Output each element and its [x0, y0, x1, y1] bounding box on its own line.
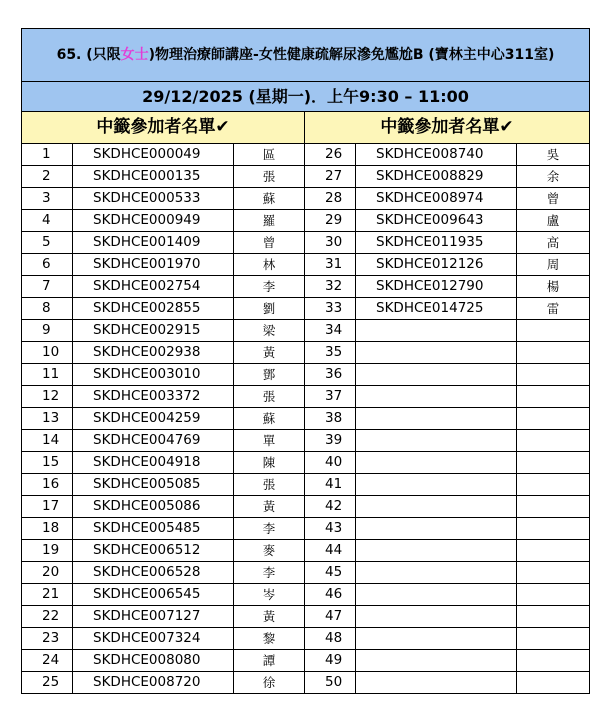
- participant-surname: 黃: [234, 606, 305, 628]
- participant-code: SKDHCE006545: [73, 584, 234, 606]
- table-row: [22, 276, 590, 298]
- participant-code: [356, 408, 517, 430]
- table-row: [22, 430, 590, 452]
- session-datetime: 29/12/2025 (星期一)．上午9:30 – 11:00: [22, 82, 590, 112]
- table-row: [22, 342, 590, 364]
- winners-table: [21, 28, 590, 694]
- row-number: 41: [305, 474, 356, 496]
- row-number: 23: [22, 628, 73, 650]
- participant-surname: [517, 474, 590, 496]
- participant-code: SKDHCE004918: [73, 452, 234, 474]
- participant-code: SKDHCE004769: [73, 430, 234, 452]
- participant-code: SKDHCE000135: [73, 166, 234, 188]
- participant-code: [356, 452, 517, 474]
- participant-surname: [517, 320, 590, 342]
- table-row: [22, 672, 590, 694]
- row-number: 21: [22, 584, 73, 606]
- participant-surname: 曾: [517, 188, 590, 210]
- row-number: 12: [22, 386, 73, 408]
- participant-code: SKDHCE002855: [73, 298, 234, 320]
- participant-code: SKDHCE005086: [73, 496, 234, 518]
- participant-code: SKDHCE011935: [356, 232, 517, 254]
- participant-code: [356, 320, 517, 342]
- document-page: [21, 28, 589, 694]
- participant-surname: 黎: [234, 628, 305, 650]
- participant-surname: 黃: [234, 496, 305, 518]
- participant-code: SKDHCE012790: [356, 276, 517, 298]
- participant-surname: 譚: [234, 650, 305, 672]
- row-number: 35: [305, 342, 356, 364]
- participant-code: SKDHCE008974: [356, 188, 517, 210]
- participant-surname: 余: [517, 166, 590, 188]
- title-highlight: 女士: [120, 47, 149, 63]
- row-number: 46: [305, 584, 356, 606]
- participant-surname: 區: [234, 144, 305, 166]
- row-number: 36: [305, 364, 356, 386]
- row-number: 7: [22, 276, 73, 298]
- row-number: 38: [305, 408, 356, 430]
- participant-surname: 張: [234, 474, 305, 496]
- participant-code: SKDHCE006512: [73, 540, 234, 562]
- participant-code: [356, 430, 517, 452]
- row-number: 10: [22, 342, 73, 364]
- participant-code: [356, 386, 517, 408]
- row-number: 18: [22, 518, 73, 540]
- participant-code: SKDHCE008720: [73, 672, 234, 694]
- row-number: 30: [305, 232, 356, 254]
- row-number: 15: [22, 452, 73, 474]
- table-row: [22, 408, 590, 430]
- row-number: 31: [305, 254, 356, 276]
- participant-code: SKDHCE001970: [73, 254, 234, 276]
- row-number: 32: [305, 276, 356, 298]
- row-number: 44: [305, 540, 356, 562]
- header-row: [22, 112, 590, 144]
- row-number: 22: [22, 606, 73, 628]
- table-row: [22, 144, 590, 166]
- participant-surname: [517, 386, 590, 408]
- participant-surname: 蘇: [234, 188, 305, 210]
- participant-surname: [517, 562, 590, 584]
- participant-code: [356, 364, 517, 386]
- participant-surname: 楊: [517, 276, 590, 298]
- participant-surname: [517, 430, 590, 452]
- table-row: [22, 562, 590, 584]
- row-number: 42: [305, 496, 356, 518]
- title-row: [22, 29, 590, 82]
- participant-code: SKDHCE008829: [356, 166, 517, 188]
- table-row: [22, 452, 590, 474]
- participant-code: SKDHCE005085: [73, 474, 234, 496]
- participant-code: SKDHCE001409: [73, 232, 234, 254]
- row-number: 48: [305, 628, 356, 650]
- participant-surname: 李: [234, 276, 305, 298]
- participant-code: SKDHCE012126: [356, 254, 517, 276]
- participant-surname: [517, 518, 590, 540]
- participant-code: [356, 562, 517, 584]
- table-row: [22, 166, 590, 188]
- participant-surname: 劉: [234, 298, 305, 320]
- row-number: 28: [305, 188, 356, 210]
- row-number: 24: [22, 650, 73, 672]
- table-row: [22, 474, 590, 496]
- participant-code: [356, 518, 517, 540]
- row-number: 49: [305, 650, 356, 672]
- table-row: [22, 518, 590, 540]
- participant-surname: 林: [234, 254, 305, 276]
- participant-surname: 李: [234, 562, 305, 584]
- participant-surname: 蘇: [234, 408, 305, 430]
- participant-surname: [517, 342, 590, 364]
- participant-code: SKDHCE000949: [73, 210, 234, 232]
- row-number: 37: [305, 386, 356, 408]
- row-number: 20: [22, 562, 73, 584]
- row-number: 39: [305, 430, 356, 452]
- participant-surname: 陳: [234, 452, 305, 474]
- participant-surname: [517, 364, 590, 386]
- participant-code: SKDHCE014725: [356, 298, 517, 320]
- participant-code: SKDHCE007324: [73, 628, 234, 650]
- participant-surname: [517, 452, 590, 474]
- row-number: 4: [22, 210, 73, 232]
- participant-code: [356, 628, 517, 650]
- table-row: [22, 188, 590, 210]
- row-number: 33: [305, 298, 356, 320]
- table-row: [22, 232, 590, 254]
- participant-surname: 高: [517, 232, 590, 254]
- participant-surname: [517, 672, 590, 694]
- row-number: 3: [22, 188, 73, 210]
- participant-surname: [517, 584, 590, 606]
- row-number: 47: [305, 606, 356, 628]
- table-row: [22, 606, 590, 628]
- participant-code: SKDHCE003372: [73, 386, 234, 408]
- row-number: 34: [305, 320, 356, 342]
- participant-surname: 周: [517, 254, 590, 276]
- row-number: 11: [22, 364, 73, 386]
- table-row: [22, 540, 590, 562]
- participant-surname: [517, 606, 590, 628]
- participant-surname: 雷: [517, 298, 590, 320]
- right-list-header: 中籤參加者名單✔: [305, 112, 590, 144]
- participant-surname: 盧: [517, 210, 590, 232]
- participant-code: [356, 606, 517, 628]
- participant-code: SKDHCE007127: [73, 606, 234, 628]
- participant-surname: 麥: [234, 540, 305, 562]
- table-row: [22, 496, 590, 518]
- participant-surname: 黃: [234, 342, 305, 364]
- title-prefix: 65. (只限: [56, 47, 121, 63]
- table-row: [22, 210, 590, 232]
- participant-code: [356, 474, 517, 496]
- participant-surname: [517, 650, 590, 672]
- row-number: 45: [305, 562, 356, 584]
- participant-code: [356, 584, 517, 606]
- row-number: 40: [305, 452, 356, 474]
- title-suffix: )物理治療師講座-女性健康疏解尿滲免尷尬B (寶林主中心311室): [148, 47, 555, 63]
- row-number: 27: [305, 166, 356, 188]
- participant-surname: 吳: [517, 144, 590, 166]
- table-row: [22, 254, 590, 276]
- participant-code: SKDHCE006528: [73, 562, 234, 584]
- participant-surname: [517, 408, 590, 430]
- participant-surname: 單: [234, 430, 305, 452]
- row-number: 14: [22, 430, 73, 452]
- participant-code: SKDHCE008080: [73, 650, 234, 672]
- table-row: [22, 584, 590, 606]
- participant-code: SKDHCE000049: [73, 144, 234, 166]
- participant-surname: 徐: [234, 672, 305, 694]
- row-number: 43: [305, 518, 356, 540]
- participant-surname: [517, 540, 590, 562]
- row-number: 6: [22, 254, 73, 276]
- row-number: 29: [305, 210, 356, 232]
- table-row: [22, 386, 590, 408]
- participant-code: SKDHCE000533: [73, 188, 234, 210]
- participant-surname: 鄧: [234, 364, 305, 386]
- participant-surname: 羅: [234, 210, 305, 232]
- participant-code: [356, 342, 517, 364]
- table-row: [22, 650, 590, 672]
- participant-code: SKDHCE002938: [73, 342, 234, 364]
- participant-surname: 岑: [234, 584, 305, 606]
- participant-code: SKDHCE002754: [73, 276, 234, 298]
- participant-code: SKDHCE002915: [73, 320, 234, 342]
- row-number: 1: [22, 144, 73, 166]
- table-row: [22, 298, 590, 320]
- row-number: 16: [22, 474, 73, 496]
- participant-code: SKDHCE003010: [73, 364, 234, 386]
- participant-surname: 曾: [234, 232, 305, 254]
- table-row: [22, 320, 590, 342]
- participant-code: SKDHCE009643: [356, 210, 517, 232]
- table-row: [22, 364, 590, 386]
- participant-code: [356, 540, 517, 562]
- row-number: 9: [22, 320, 73, 342]
- row-number: 13: [22, 408, 73, 430]
- participant-surname: 梁: [234, 320, 305, 342]
- participant-code: [356, 650, 517, 672]
- participant-surname: 張: [234, 386, 305, 408]
- participant-surname: 張: [234, 166, 305, 188]
- participant-code: [356, 672, 517, 694]
- participant-surname: 李: [234, 518, 305, 540]
- row-number: 50: [305, 672, 356, 694]
- row-number: 2: [22, 166, 73, 188]
- row-number: 8: [22, 298, 73, 320]
- row-number: 26: [305, 144, 356, 166]
- participant-code: [356, 496, 517, 518]
- row-number: 19: [22, 540, 73, 562]
- table-row: [22, 628, 590, 650]
- row-number: 17: [22, 496, 73, 518]
- participant-surname: [517, 628, 590, 650]
- page-title: [22, 29, 590, 82]
- participant-code: SKDHCE005485: [73, 518, 234, 540]
- row-number: 5: [22, 232, 73, 254]
- left-list-header: 中籤參加者名單✔: [22, 112, 305, 144]
- participant-surname: [517, 496, 590, 518]
- row-number: 25: [22, 672, 73, 694]
- participant-code: SKDHCE008740: [356, 144, 517, 166]
- participant-code: SKDHCE004259: [73, 408, 234, 430]
- date-row: [22, 82, 590, 112]
